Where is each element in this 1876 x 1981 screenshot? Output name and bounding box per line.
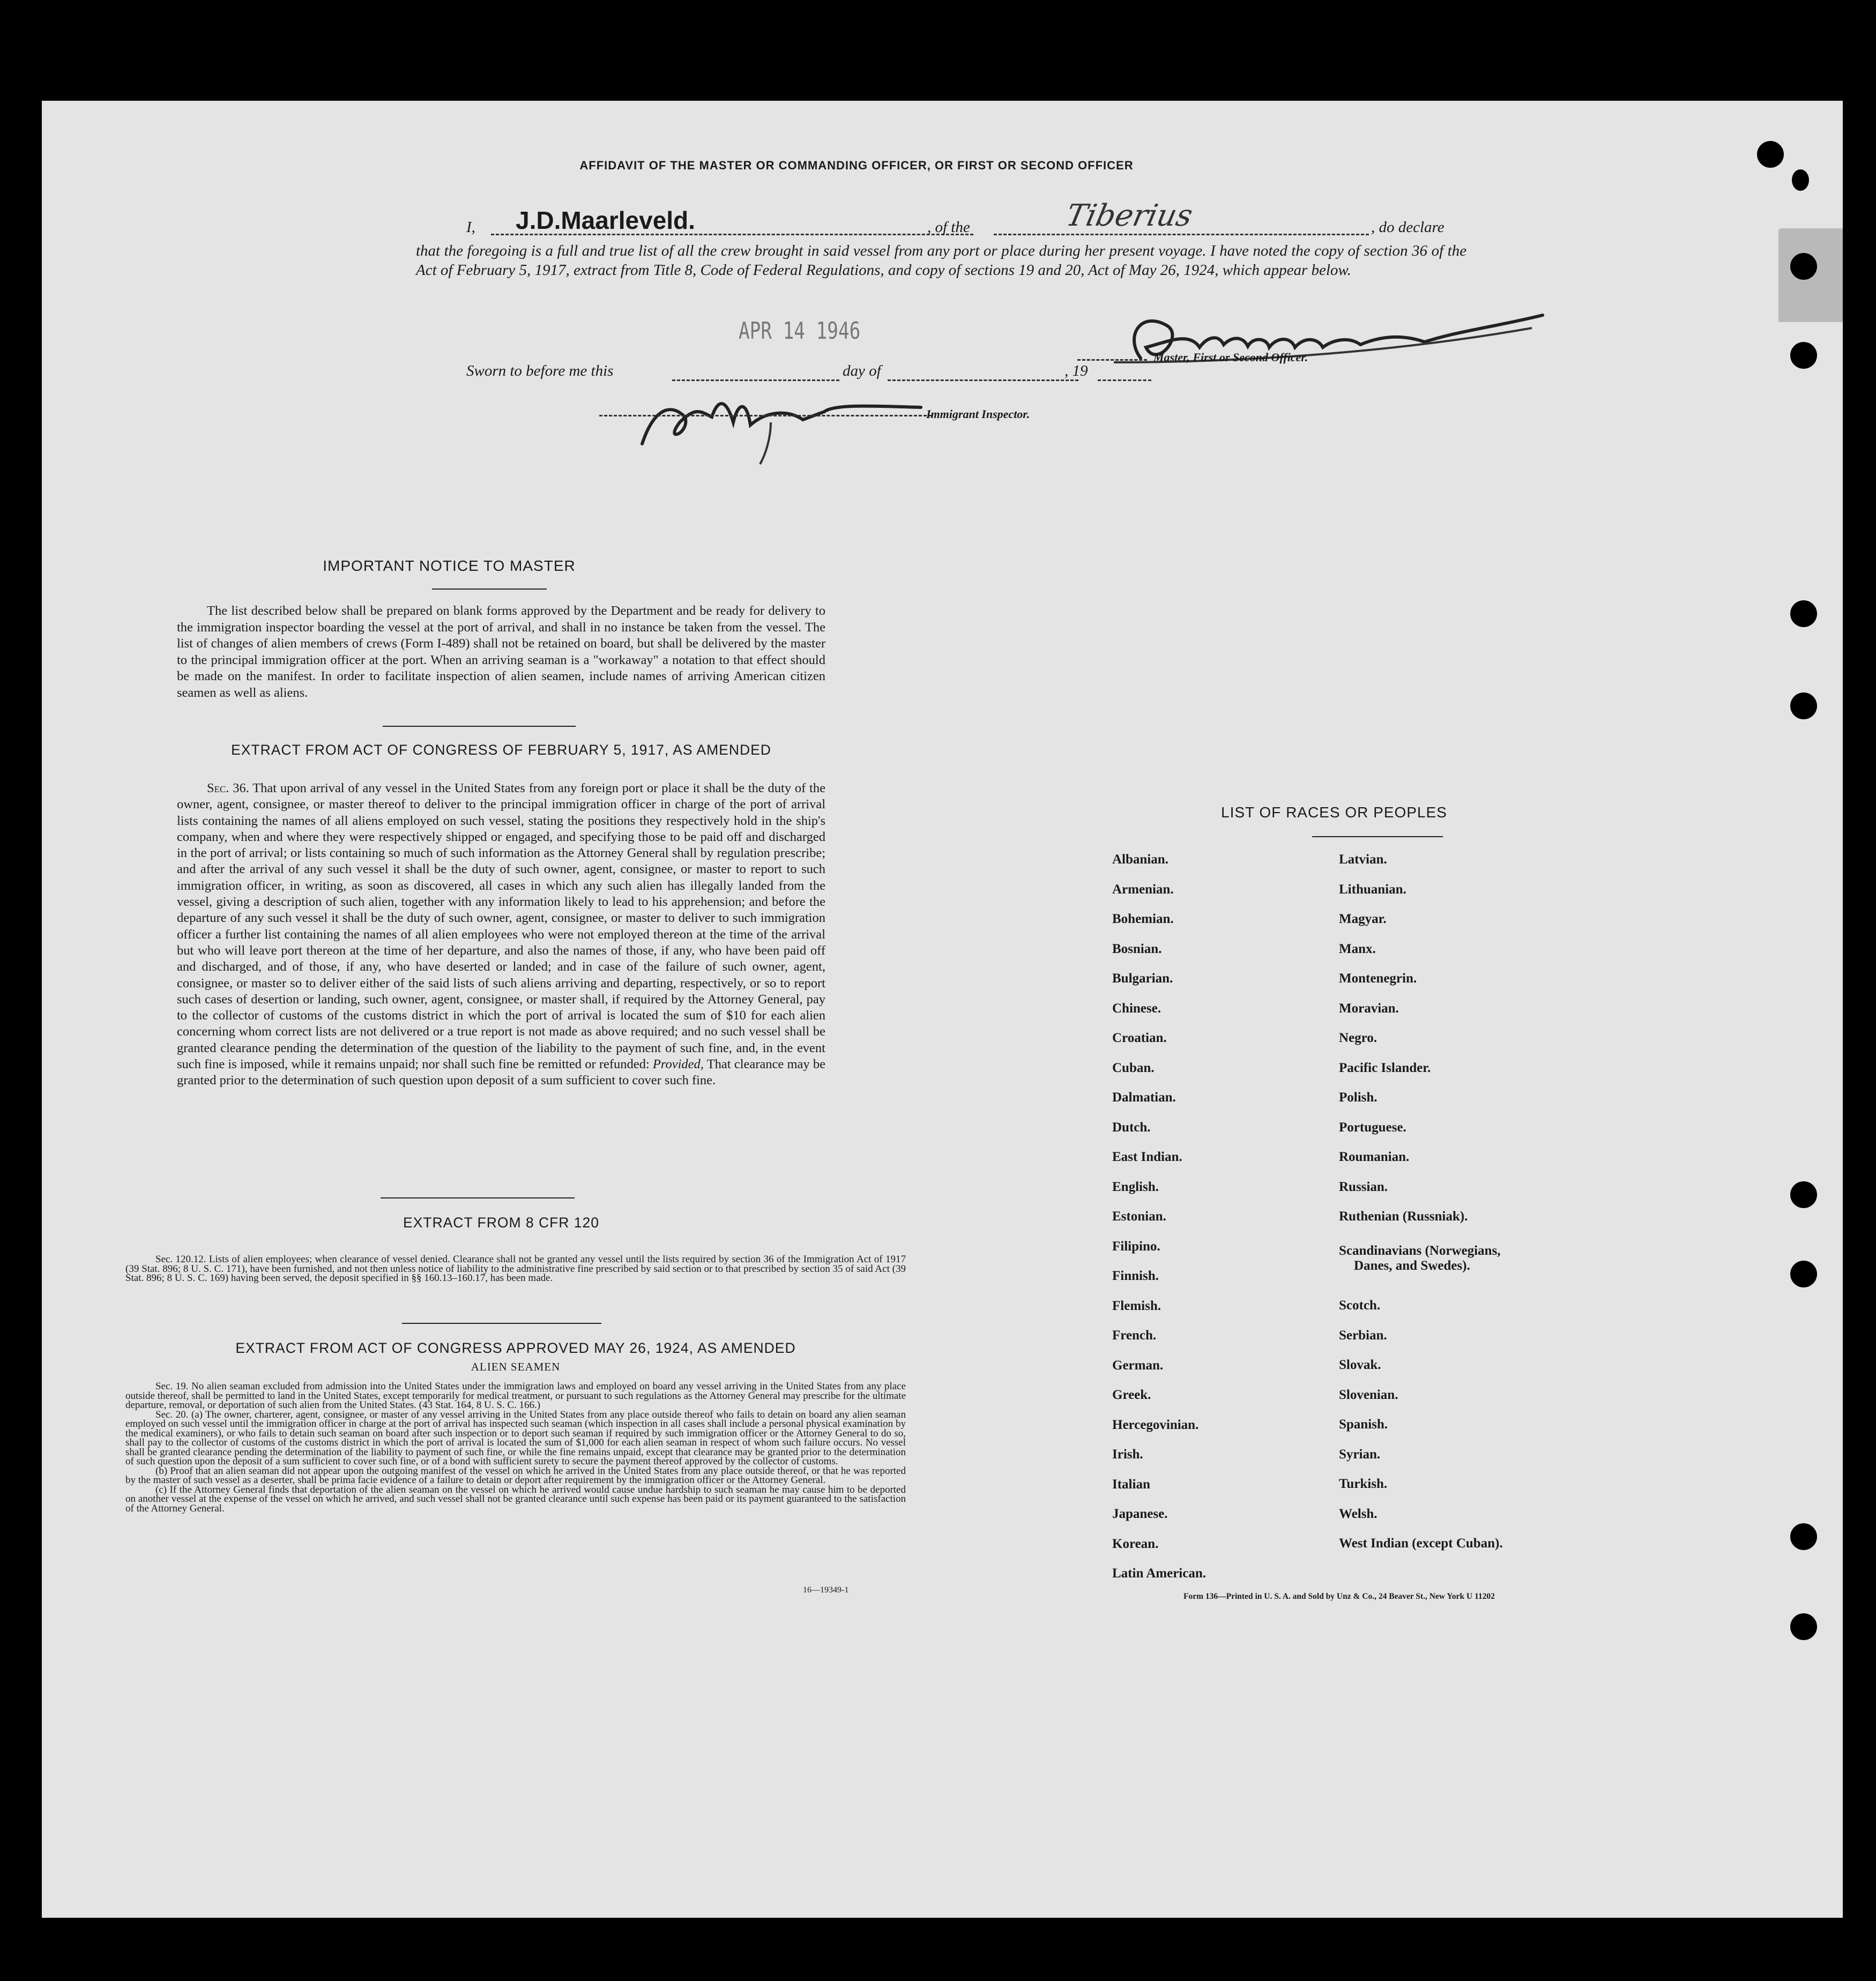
notice-body: The list described below shall be prepared on blank forms approved by the Department and be ready for delivery to the immigration inspector boarding the vessel at the port of arrival, and shall in no instance be taken from the vessel. The list of changes of alien members of crews (Form I-489) shall not be retained on board, but shall be delivered by the master to the principal immigration officer at the port. When an arriving seaman is a "workaway" a notation to that effect should be made on the manifest. In order to facilitate inspection of alien seamen, include names of arriving American citizen seamen as well as aliens. — [177, 604, 825, 700]
race-item: Bosnian. — [1112, 941, 1162, 956]
day-of-label: day of — [843, 362, 881, 379]
vessel-line — [994, 234, 1369, 235]
races-scandinavians-line-1: Scandinavians (Norwegians, — [1339, 1243, 1501, 1258]
form-note: Form 136—Printed in U. S. A. and Sold by Unz & Co., 24 Beaver St., New York U 11202 — [1183, 1592, 1495, 1601]
master-line — [1077, 359, 1147, 361]
inspector-caption: Immigrant Inspector. — [926, 407, 1030, 421]
race-item: Portuguese. — [1339, 1120, 1406, 1135]
race-item: Slovak. — [1339, 1358, 1381, 1372]
race-item: Manx. — [1339, 941, 1376, 956]
race-item: Filipino. — [1112, 1239, 1160, 1254]
master-caption: Master, First or Second Officer. — [1153, 351, 1308, 364]
document-page — [42, 101, 1843, 1918]
punch-hole — [1790, 1523, 1817, 1550]
race-item: Syrian. — [1339, 1447, 1381, 1462]
race-item: Ruthenian (Russniak). — [1339, 1209, 1468, 1224]
act1924-sec20a: Sec. 20. (a) The owner, charterer, agent, consignee, or master of any vessel arriving in the United States from any place outside thereof who fails to detain on board any alien seaman employed on such vessel until the immigration officer in charge at the port of arrival has inspected such seaman (which inspection in all cases shall include a personal physical examination by the medical examiners), or who fails to detain such seaman on board after such inspection or to deport such seaman if required by such immigration officer or the Attorney General to do so, shall pay to the collector of customs of the customs district in which the port of arrival is located the sum of $1,000 for each alien seaman in respect of whom such failure occurs. No vessel shall be granted clearance pending the determination of the liability to payment of such fine, or while the fine remains unpaid, except that clearance may be granted prior to the determination of such question upon the deposit of a sum sufficient to cover such fine, or of a bond with sufficient surety to secure the payment thereof approved by the collector of customs. — [125, 1409, 906, 1467]
date-stamp: APR 14 1946 — [739, 317, 861, 345]
race-item: Cuban. — [1112, 1060, 1155, 1075]
punch-hole — [1790, 1261, 1817, 1287]
race-item: Italian — [1112, 1477, 1150, 1492]
race-item: French. — [1112, 1328, 1157, 1343]
inspector-line — [599, 415, 932, 416]
race-item: Hercegovinian. — [1112, 1417, 1199, 1432]
race-item: Montenegrin. — [1339, 971, 1417, 986]
act1917-body-end: That clearance may be granted prior to the determination of such question upon deposit of a sum sufficient to cover such fine. — [177, 1057, 826, 1088]
punch-hole — [1757, 141, 1784, 168]
affidavit-body: that the foregoing is a full and true list of all the crew brought in said vessel from any port or place during her present voyage. I have noted the copy of section 36 of the Act of February 5, 1917, extract from Title 8, Code of Federal Regulations, and copy of sections 19 and 20, Act of May 26, 1924, which appear below. — [416, 242, 1466, 279]
race-item: Turkish. — [1339, 1477, 1388, 1491]
act1917-section — [177, 780, 825, 1089]
affidavit-title: AFFIDAVIT OF THE MASTER OR COMMANDING OFFICER, OR FIRST OR SECOND OFFICER — [579, 159, 1134, 172]
race-item: Croatian. — [1112, 1031, 1167, 1045]
act1917-end-rule — [381, 1197, 575, 1198]
race-item: Roumanian. — [1339, 1150, 1410, 1164]
races-column-1 — [1112, 845, 1206, 1589]
races-scandinavians-line-2: Danes, and Swedes). — [1354, 1258, 1470, 1273]
race-item: Korean. — [1112, 1536, 1159, 1551]
act1924-title: EXTRACT FROM ACT OF CONGRESS APPROVED MAY 26, 1924, AS AMENDED — [235, 1340, 796, 1356]
race-item: Flemish. — [1112, 1298, 1161, 1313]
inspector-signature — [610, 379, 942, 465]
year-line — [1098, 379, 1151, 381]
races-title-rule — [1312, 836, 1443, 837]
sworn-prefix: Sworn to before me this — [466, 362, 614, 379]
race-item: Moravian. — [1339, 1001, 1399, 1016]
punch-hole — [1792, 169, 1809, 191]
punch-hole — [1790, 342, 1817, 369]
master-name: J.D.Maarleveld. — [516, 206, 695, 234]
race-item: Bulgarian. — [1112, 971, 1173, 986]
race-item: Negro. — [1339, 1031, 1378, 1045]
race-item: Pacific Islander. — [1339, 1060, 1431, 1075]
act1924-sec20b: (b) Proof that an alien seaman did not appear upon the outgoing manifest of the vessel on which he arrived in the United States from any place outside thereof, or that he was reported by the master of such vessel as a deserter, shall be prima facie evidence of a failure to detain or deport after requirement by the immigration officer or the Attorney General. — [125, 1465, 906, 1486]
race-item: Bohemian. — [1112, 912, 1174, 926]
race-item: Welsh. — [1339, 1506, 1378, 1521]
race-item: German. — [1112, 1358, 1164, 1373]
race-item: Albanian. — [1112, 852, 1168, 867]
act1924-code: 16—19349-1 — [803, 1585, 849, 1595]
race-item: Russian. — [1339, 1179, 1388, 1194]
race-item: Spanish. — [1339, 1417, 1388, 1432]
year-prefix: , 19 — [1064, 362, 1088, 379]
cfr-end-rule — [402, 1323, 601, 1324]
races-scandinavians — [1339, 1243, 1500, 1274]
notice-end-rule — [383, 726, 576, 727]
race-item: Polish. — [1339, 1090, 1378, 1105]
race-item: Serbian. — [1339, 1328, 1387, 1343]
race-item: Lithuanian. — [1339, 882, 1406, 897]
act1917-provided: Provided, — [652, 1057, 704, 1072]
races-title: LIST OF RACES OR PEOPLES — [1221, 804, 1447, 821]
i-label: I, — [466, 219, 475, 236]
punch-hole — [1790, 600, 1817, 627]
name-line — [491, 234, 973, 235]
race-item: Latvian. — [1339, 852, 1387, 867]
race-item: Dalmatian. — [1112, 1090, 1176, 1105]
act1924-sec19: Sec. 19. No alien seaman excluded from admission into the United States under the immigration laws and employed on board any vessel arriving in the United States from any place outside thereof, shall be permitted to land in the United States, except temporarily for medical treatment, or pursuant to such regulations as the Attorney General may prescribe for the ultimate departure, removal, or deportation of such alien from the United States. (43 Stat. 164, 8 U. S. C. 166.) — [125, 1381, 906, 1411]
vessel-name-handwritten: Tiberius — [1063, 198, 1196, 233]
race-item: Chinese. — [1112, 1001, 1161, 1016]
race-item: English. — [1112, 1179, 1159, 1194]
act1924-body — [125, 1382, 906, 1513]
notice-title: IMPORTANT NOTICE TO MASTER — [323, 557, 576, 574]
race-item: Scotch. — [1339, 1298, 1381, 1313]
race-item: Latin American. — [1112, 1566, 1206, 1581]
races-column-2b — [1339, 1291, 1503, 1559]
race-item: Slovenian. — [1339, 1387, 1398, 1402]
race-item: Armenian. — [1112, 882, 1174, 897]
punch-hole — [1790, 253, 1817, 280]
notice-title-rule — [432, 589, 547, 590]
race-item: Greek. — [1112, 1388, 1151, 1402]
race-item: Estonian. — [1112, 1209, 1166, 1224]
act1924-sec20c: (c) If the Attorney General finds that deportation of the alien seaman on the vessel on which he arrived would cause undue hardship to such seaman he may cause him to be deported on another vessel at the expense of the vessel on which he arrived, and such vessel shall not be granted clearance until such expense has been paid or its payment guaranteed to the satisfaction of the Attorney General. — [125, 1484, 906, 1514]
punch-hole — [1790, 1181, 1817, 1208]
race-item: Irish. — [1112, 1447, 1143, 1462]
punch-hole — [1790, 1613, 1817, 1640]
race-item: East Indian. — [1112, 1150, 1182, 1164]
master-signature — [1092, 294, 1559, 379]
race-item: Dutch. — [1112, 1120, 1151, 1135]
race-item: Japanese. — [1112, 1507, 1168, 1521]
act1917-sec-label: Sec. 36. — [207, 781, 249, 795]
race-item: West Indian (except Cuban). — [1339, 1536, 1503, 1551]
cfr-body: Sec. 120.12. Lists of alien employees; when clearance of vessel denied. Clearance shall not be granted any vessel until the lists required by section 36 of the Immigration Act of 1917 (39 Stat. 896; 8 U. S. C. 171), have been furnished, and not then unless notice of liability to the administrative fine prescribed by said section or to that prescribed by section 35 of said Act (39 Stat. 896; 8 U. S. C. 169) having been served, the deposit specified in §§ 160.13–160.17, has been made. — [125, 1254, 906, 1284]
race-item: Finnish. — [1112, 1269, 1159, 1283]
cfr-title: EXTRACT FROM 8 CFR 120 — [403, 1215, 600, 1231]
act1917-body: That upon arrival of any vessel in the United States from any foreign port or place it shall be the duty of the owner, agent, consignee, or master thereof to deliver to the principal immigration officer in charge of the port of arrival lists containing the names of all aliens employed on such vessel, stating the positions they respectively hold in the ship's company, when and where they were respectively shipped or engaged, and specifying those to be paid off and discharged in the port of arrival; or lists containing so much of such information as the Attorney General shall by regulation prescribe; and after the arrival of any such vessel it shall be the duty of such owner, agent, consignee, or master to report to such immigration officer, in writing, as soon as discovered, all cases in which any such alien has illegally landed from the vessel, giving a description of such alien, together with any information likely to lead to his apprehension; and before the departure of any such vessel it shall be the duty of such owner, agent, consignee, or master to deliver to such immigration officer a further list containing the names of all alien employees who were not employed thereon at the time of the arrival but who will leave port thereon at the time of her departure, and also the names of those, if any, who have been paid off and discharged, and of those, if any, who have deserted or landed; and in case of the failure of such owner, agent, consignee, or master so to deliver either of the said lists of such aliens arriving and departing, respectively, or so to report such cases of desertion or landing, such owner, agent, consignee, or master shall, if required by the Attorney General, pay to the collector of customs of the customs district in which the port of arrival is located the sum of $10 for each alien concerning whom correct lists are not delivered or a true report is not made as above required; and no such vessel shall be granted clearance pending the determination of the question of the liability to the payment of such fine, and, in the event such fine is imposed, while it remains unpaid; nor shall such fine be remitted or refunded: — [177, 781, 825, 1072]
do-declare-label: , do declare — [1371, 219, 1445, 236]
punch-hole — [1790, 692, 1817, 719]
of-the-label: , of the — [927, 219, 970, 236]
act1917-title: EXTRACT FROM ACT OF CONGRESS OF FEBRUARY 5, 1917, AS AMENDED — [231, 742, 771, 758]
races-column-2a — [1339, 845, 1468, 1232]
race-item: Magyar. — [1339, 912, 1387, 926]
act1924-subtitle: ALIEN SEAMEN — [471, 1360, 561, 1373]
